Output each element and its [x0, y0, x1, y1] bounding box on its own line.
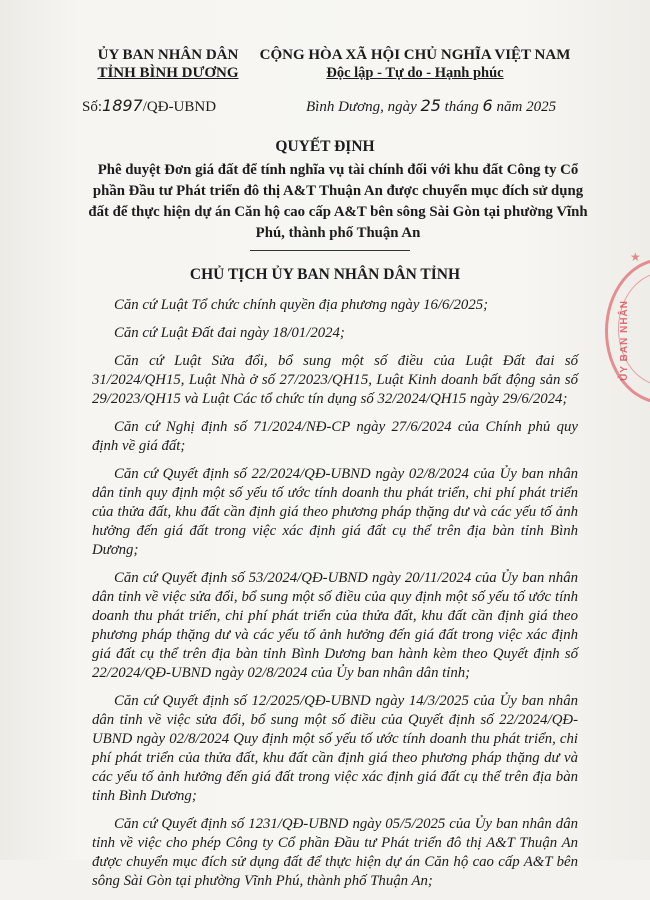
document-subtitle: Phê duyệt Đơn giá đất để tính nghĩa vụ tài chính đối với khu đất Công ty Cổ phần Đầu tư Phát triển đô thị A&T Thuận An được chuyển mục đích sử dụng đất để thực hiện dự án Căn hộ cao cấp A&T bên sông Sài Gòn tại phường Vĩnh Phú, thành phố Thuận An — [88, 162, 588, 241]
date-day: 25 — [420, 96, 441, 115]
authority-heading: CHỦ TỊCH ỦY BAN NHÂN DÂN TỈNH — [189, 266, 461, 283]
paragraph: Căn cứ Quyết định số 22/2024/QĐ-UBND ngày 02/8/2024 của Ủy ban nhân dân tỉnh quy định một số yếu tố ước tính doanh thu phát triển, chi phí phát triển của thửa đất, khu đất cần định giá theo phương pháp thặng dư và các yếu tố ảnh hưởng đến giá đất trong việc xác định giá đất cụ thể trên địa bàn tỉnh Bình Dương; — [92, 466, 578, 558]
paragraph: Căn cứ Quyết định số 12/2025/QĐ-UBND ngày 14/3/2025 của Ủy ban nhân dân tỉnh về việc sửa đổi, bổ sung một số điều của Quyết định số 22/2024/QĐ-UBND ngày 02/8/2024 Quy định một số yếu tố ước tính doanh thu phát triển, chi phí phát triển của thửa đất, khu đất cần định giá theo phương pháp thặng dư và các yếu tố ảnh hưởng đến giá đất trong việc xác định giá đất cụ thể trên địa bàn tỉnh Bình Dương; — [92, 693, 578, 804]
subtitle-divider — [250, 250, 410, 251]
issuing-agency — [78, 46, 258, 82]
paragraph: Căn cứ Luật Tổ chức chính quyền địa phương ngày 16/6/2025; — [114, 297, 489, 313]
doc-number-handwritten: 1897 — [102, 96, 143, 115]
country-name: CỘNG HÒA XÃ HỘI CHỦ NGHĨA VIỆT NAM — [259, 47, 571, 63]
seal-star-icon: ★ — [630, 250, 641, 264]
paragraph: Căn cứ Luật Đất đai ngày 18/01/2024; — [114, 325, 345, 341]
legal-basis — [92, 296, 578, 900]
date-prefix: Bình Dương, ngày — [306, 99, 417, 115]
issue-date — [306, 96, 556, 116]
date-year: năm 2025 — [496, 99, 557, 115]
motto: Độc lập - Tự do - Hạnh phúc — [326, 65, 504, 81]
date-month: 6 — [482, 96, 493, 115]
agency-line-1: ỦY BAN NHÂN DÂN — [97, 47, 239, 63]
agency-line-2: TỈNH BÌNH DƯƠNG — [97, 65, 239, 81]
paragraph: Căn cứ Luật Sửa đổi, bổ sung một số điều của Luật Đất đai số 31/2024/QH15, Luật Nhà ở số 27/2023/QH15, Luật Kinh doanh bất động sản số 29/2023/QH15 và Luật Các tổ chức tín dụng số 32/2024/QH15 ngày 29/6/2024; — [92, 353, 578, 407]
doc-number-suffix: /QĐ-UBND — [142, 99, 217, 115]
document-title: QUYẾT ĐỊNH — [275, 138, 375, 155]
date-month-label: tháng — [444, 99, 479, 115]
document-number — [82, 96, 216, 116]
national-motto — [250, 46, 580, 82]
paragraph: Căn cứ Quyết định số 53/2024/QĐ-UBND ngày 20/11/2024 của Ủy ban nhân dân tỉnh về việc sửa đổi, bổ sung một số điều của quy định một số yếu tố ước tính doanh thu phát triển, chi phí phát triển của thửa đất, khu đất cần định giá theo phương pháp thặng dư và các yếu tố ảnh hưởng đến giá đất trong việc xác định giá đất cụ thể trên địa bàn tỉnh Bình Dương ban hành kèm theo Quyết định số 22/2024/QĐ-UBND ngày 02/8/2024 của Ủy ban nhân dân tỉnh; — [92, 570, 578, 681]
doc-number-prefix: Số: — [82, 99, 103, 115]
paragraph: Căn cứ Nghị định số 71/2024/NĐ-CP ngày 27/6/2024 của Chính phủ quy định về giá đất; — [92, 419, 578, 454]
paragraph: Căn cứ Quyết định số 1231/QĐ-UBND ngày 05/5/2025 của Ủy ban nhân dân tỉnh về việc cho phép Công ty Cổ phần Đầu tư Phát triển đô thị A&T Thuận An được chuyển mục đích sử dụng đất để thực hiện dự án Căn hộ cao cấp A&T bên sông Sài Gòn tại phường Vĩnh Phú, thành phố Thuận An; — [92, 816, 578, 889]
seal-text: ỦY BAN NHÂN — [619, 300, 630, 381]
